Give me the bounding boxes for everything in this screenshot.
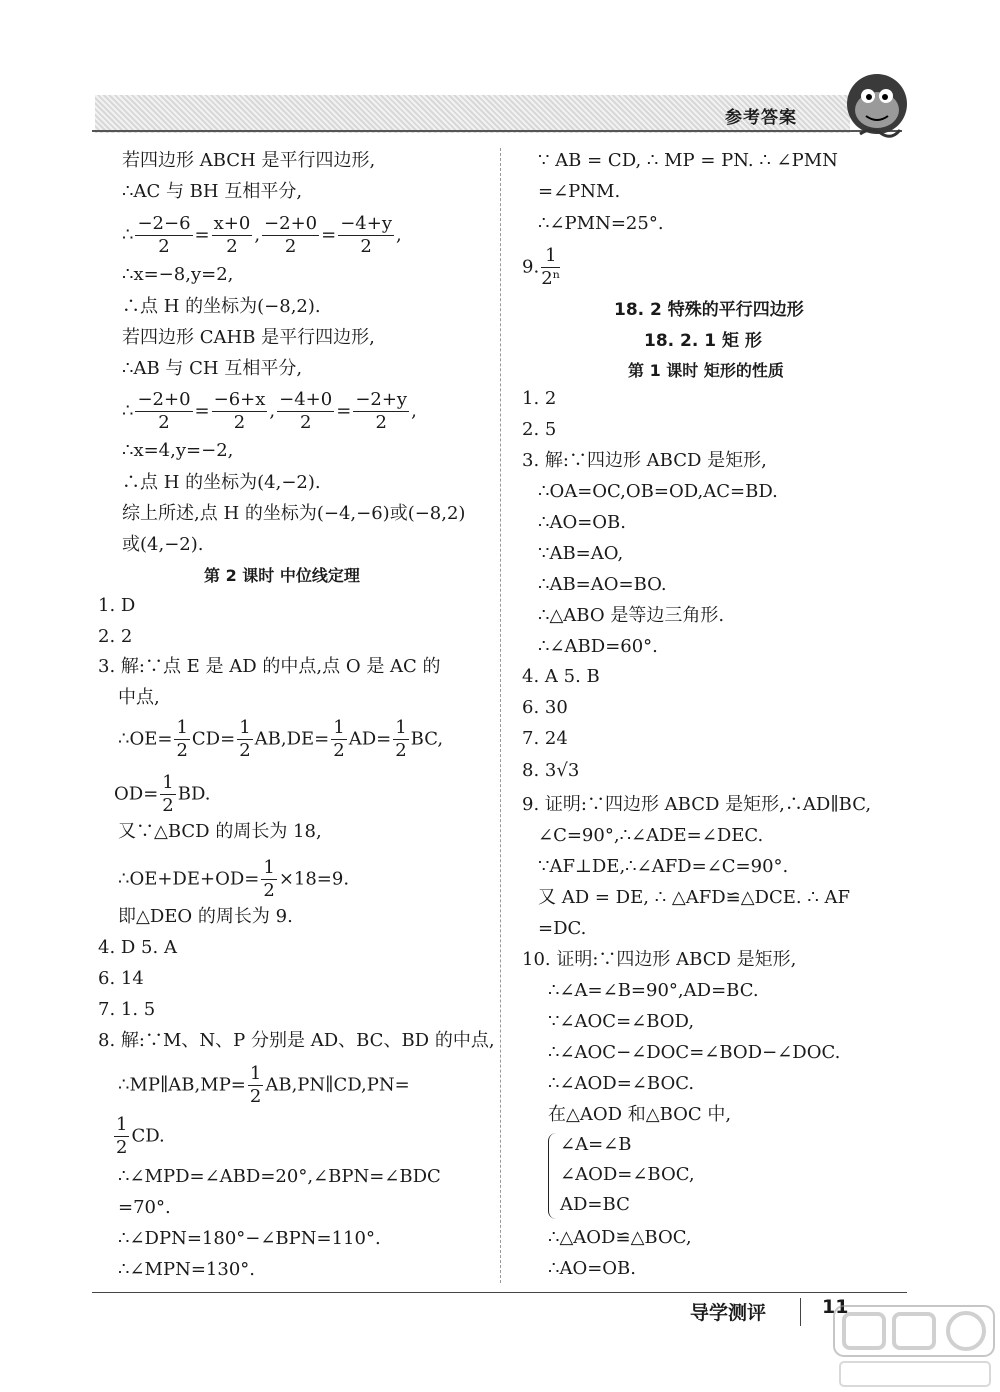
fraction: $\frac{-4+0}{2}$ xyxy=(279,389,333,433)
text-line: ∵AB=AO, xyxy=(538,543,624,564)
fraction: $\frac{1}{2}$ xyxy=(263,857,275,901)
brace xyxy=(548,1133,557,1219)
text-line: 又∵△BCD 的周长为 18, xyxy=(118,821,322,842)
column-divider xyxy=(500,148,501,1283)
answer-item: 3. 解:∵点 E 是 AD 的中点,点 O 是 AC 的 xyxy=(98,656,441,677)
watermark-logo-icon xyxy=(830,1300,1000,1392)
answer-item: 9. 证明:∵四边形 ABCD 是矩形,∴AD∥BC, xyxy=(522,794,872,815)
section-heading: 第 2 课时 中位线定理 xyxy=(204,566,360,585)
text-line: ∴AO=OB. xyxy=(538,512,626,533)
fraction: $\frac{-2+0}{2}$ xyxy=(137,389,191,433)
text-line: ∵∠AOC=∠BOD, xyxy=(548,1011,695,1032)
text-line: 即△DEO 的周长为 9. xyxy=(118,906,293,927)
footer-rule xyxy=(92,1292,907,1293)
answer-item: 4. D 5. A xyxy=(98,937,177,958)
answer-item: 1. 2 xyxy=(522,388,557,409)
answer-item: 2. 5 xyxy=(522,419,557,440)
text-line: ∴点 H 的坐标为(−8,2). xyxy=(122,296,321,317)
text-line: ∴∠AOD=∠BOC. xyxy=(548,1073,695,1094)
text-line: 综上所述,点 H 的坐标为(−4,−6)或(−8,2) xyxy=(122,503,466,524)
text-line: ∴∠AOC−∠DOC=∠BOD−∠DOC. xyxy=(548,1042,841,1063)
header-rule xyxy=(92,130,902,132)
fraction: $\frac{1}{2}$ xyxy=(395,717,407,761)
fraction: $\frac{-2+0}{2}$ xyxy=(264,213,318,257)
answer-item: 4. A 5. B xyxy=(522,666,600,687)
text-line: 又 AD = DE, ∴ △AFD≌△DCE. ∴ AF xyxy=(538,887,851,908)
text-line: ∴△ABO 是等边三角形. xyxy=(538,605,725,626)
text-line: ∴∠MPD=∠ABD=20°,∠BPN=∠BDC xyxy=(118,1166,441,1187)
fraction: $\frac{-6+x}{2}$ xyxy=(213,389,266,433)
footer-label: 导学测评 xyxy=(690,1302,767,1324)
fraction: $\frac{-4+y}{2}$ xyxy=(340,213,393,257)
text-line: =70°. xyxy=(118,1197,171,1218)
text-line: ∴∠DPN=180°−∠BPN=110°. xyxy=(118,1228,381,1249)
equation-system: ∠A=∠B ∠AOD=∠BOC, AD=BC xyxy=(518,1133,818,1223)
answer-item: 6. 30 xyxy=(522,697,568,718)
fraction-line: 9. $\frac{1}{\text{2ⁿ}}$ xyxy=(522,245,561,289)
text-line: ∴AB 与 CH 互相平分, xyxy=(122,358,303,379)
fraction: $\frac{1}{2}$ xyxy=(239,717,251,761)
fraction-line: ∴ $\frac{-2-6}{2}$ = $\frac{x+0}{2}$ , $\frac{-2+0}{2}$ = $\frac{-4+y}{2}$ , xyxy=(122,213,402,257)
answer-item: 8. 解:∵M、N、P 分别是 AD、BC、BD 的中点, xyxy=(98,1030,495,1051)
page-number: 11 xyxy=(822,1296,849,1318)
fraction: $\frac{-2+y}{2}$ xyxy=(355,389,408,433)
fraction-line: OD= $\frac{1}{2}$ BD. xyxy=(114,772,211,816)
answer-item: 7. 1. 5 xyxy=(98,999,156,1020)
answer-item: 7. 24 xyxy=(522,728,568,749)
text-line: ∴x=4,y=−2, xyxy=(122,440,234,461)
header-label: 参考答案 xyxy=(725,108,797,128)
text-line: ∴AB=AO=BO. xyxy=(538,574,667,595)
fraction: $\frac{1}{2}$ xyxy=(249,1063,262,1107)
text-line: ∴AO=OB. xyxy=(548,1258,636,1279)
section-heading: 第 1 课时 矩形的性质 xyxy=(628,361,784,380)
section-heading: 18. 2. 1 矩 形 xyxy=(644,331,762,351)
text-line: =DC. xyxy=(538,918,587,939)
answer-item: 1. D xyxy=(98,595,136,616)
text-line: ∠C=90°,∴∠ADE=∠DEC. xyxy=(538,825,764,846)
fraction: $\frac{1}{2}$ xyxy=(333,717,345,761)
fraction-line: ∴OE= $\frac{1}{2}$ CD= $\frac{1}{2}$ AB,DE= $\frac{1}{2}$ AD= $\frac{1}{2}$ BC, xyxy=(118,717,444,761)
text-line: 若四边形 CAHB 是平行四边形, xyxy=(122,327,375,348)
fraction-line: ∴MP∥AB,MP= $\frac{1}{2}$ AB,PN∥CD,PN= xyxy=(118,1063,410,1107)
text-line: 若四边形 ABCH 是平行四边形, xyxy=(122,150,376,171)
fraction-line: ∴OE+DE+OD= $\frac{1}{2}$ ×18=9. xyxy=(118,857,350,901)
text-line: 中点, xyxy=(118,687,160,708)
fraction-line: ∴ $\frac{-2+0}{2}$ = $\frac{-6+x}{2}$ , $\frac{-4+0}{2}$ = $\frac{-2+y}{2}$ , xyxy=(122,389,417,433)
answer-item: 2. 2 xyxy=(98,626,133,647)
fraction: $\frac{1}{2}$ xyxy=(162,772,174,816)
text-line: ∴∠PMN=25°. xyxy=(538,213,664,234)
answer-item: 10. 证明:∵四边形 ABCD 是矩形, xyxy=(522,949,797,970)
fraction-line: $\frac{1}{2}$ CD. xyxy=(116,1114,165,1158)
text-line: ∵ AB = CD, ∴ MP = PN. ∴ ∠PMN xyxy=(538,150,838,171)
answer-item: 3. 解:∵四边形 ABCD 是矩形, xyxy=(522,450,767,471)
fraction: $\frac{x+0}{2}$ xyxy=(213,213,251,257)
text-line: ∴OA=OC,OB=OD,AC=BD. xyxy=(538,481,778,502)
text-line: ∴∠ABD=60°. xyxy=(538,636,658,657)
text-line: 或(4,−2). xyxy=(122,534,204,555)
footer-separator xyxy=(800,1298,801,1326)
text-line: ∵AF⊥DE,∴∠AFD=∠C=90°. xyxy=(538,856,789,877)
fraction: $\frac{1}{\text{2ⁿ}}$ xyxy=(541,245,561,289)
text-line: ∴点 H 的坐标为(4,−2). xyxy=(122,472,321,493)
fraction: $\frac{1}{2}$ xyxy=(176,717,188,761)
text-line: ∴∠MPN=130°. xyxy=(118,1259,255,1280)
text-line: 在△AOD 和△BOC 中, xyxy=(548,1104,732,1125)
text-line: =∠PNM. xyxy=(538,181,621,202)
fraction: $\frac{1}{2}$ xyxy=(116,1114,128,1158)
answer-item: 6. 14 xyxy=(98,968,144,989)
text-line: ∴∠A=∠B=90°,AD=BC. xyxy=(548,980,759,1001)
answer-item: 8. 3√3 xyxy=(522,760,580,781)
text-line: ∴△AOD≌△BOC, xyxy=(548,1227,692,1248)
text-line: ∴x=−8,y=2, xyxy=(122,264,234,285)
mascot-icon xyxy=(842,68,912,140)
section-heading: 18. 2 特殊的平行四边形 xyxy=(614,300,804,320)
text-line: ∴AC 与 BH 互相平分, xyxy=(122,181,303,202)
fraction: $\frac{-2-6}{2}$ xyxy=(137,213,191,257)
